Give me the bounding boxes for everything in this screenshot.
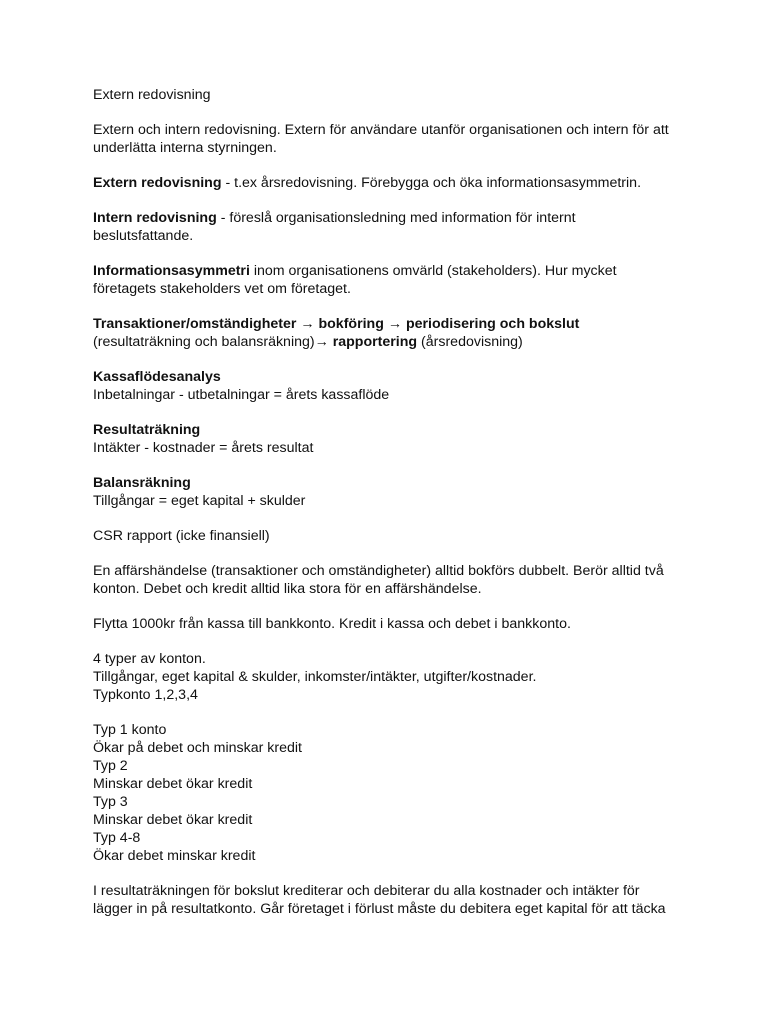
info-text: inom organisationens omvärld (stakeholders). Hur mycket (249, 263, 617, 279)
info-paragraph (93, 262, 693, 298)
flow-bold-2: rapportering (332, 334, 418, 350)
flow-bold-1: Transaktioner/omständigheter → bokföring → periodisering och bokslut (93, 316, 580, 332)
flytta-paragraph (93, 615, 693, 633)
intern-text: - föreslå organisationsledning med information för internt (216, 210, 576, 226)
typ-paragraph (93, 721, 693, 865)
typer-paragraph (93, 650, 693, 704)
typ-line: Typ 1 konto (93, 722, 167, 738)
bokslut-line-1: I resultaträkningen för bokslut krediterar och debiterar du alla kostnader och intäkter för (93, 883, 640, 899)
title-text: Extern redovisning (93, 87, 211, 103)
typ-line: Ökar på debet och minskar kredit (93, 740, 302, 756)
typ-line: Typ 2 (93, 758, 128, 774)
affar-paragraph (93, 562, 693, 598)
extern-paragraph (93, 174, 693, 192)
intro-line-2: underlätta interna styrningen. (93, 140, 277, 156)
bokslut-paragraph (93, 882, 693, 918)
csr-paragraph (93, 527, 693, 545)
resultat-heading-text: Resultaträkning (93, 422, 201, 438)
resultat-formula: Intäkter - kostnader = årets resultat (93, 440, 314, 456)
info-term: Informationsasymmetri (93, 263, 250, 279)
intern-term: Intern redovisning (93, 210, 217, 226)
typ-line: Typ 4-8 (93, 830, 141, 846)
document-page (93, 86, 693, 935)
info-line-1 (93, 262, 693, 280)
balans-paragraph (93, 474, 693, 510)
kassa-paragraph (93, 368, 693, 404)
document-title (93, 86, 693, 104)
extern-text: - t.ex årsredovisning. Förebygga och öka informationsasymmetrin. (221, 175, 642, 191)
extern-term: Extern redovisning (93, 175, 222, 191)
kassa-heading-text: Kassaflödesanalys (93, 369, 221, 385)
intern-paragraph (93, 209, 693, 245)
typer-line-3: Typkonto 1,2,3,4 (93, 687, 198, 703)
affar-line-1: En affärshändelse (transaktioner och omständigheter) alltid bokförs dubbelt. Berör alltid två (93, 563, 664, 579)
typer-line-1: 4 typer av konton. (93, 651, 206, 667)
flow-text-3: (årsredovisning) (417, 334, 523, 350)
kassa-formula: Inbetalningar - utbetalningar = årets kassaflöde (93, 387, 390, 403)
flow-paragraph (93, 315, 693, 351)
typ-line: Minskar debet ökar kredit (93, 812, 253, 828)
balans-formula: Tillgångar = eget kapital + skulder (93, 493, 306, 509)
intern-line-1 (93, 209, 693, 227)
flytta-text: Flytta 1000kr från kassa till bankkonto. Kredit i kassa och debet i bankkonto. (93, 616, 571, 632)
csr-text: CSR rapport (icke finansiell) (93, 528, 270, 544)
extern-line (93, 174, 693, 192)
resultat-heading (93, 421, 693, 439)
typ-line: Ökar debet minskar kredit (93, 848, 256, 864)
intern-line-2: beslutsfattande. (93, 228, 194, 244)
balans-heading (93, 474, 693, 492)
balans-heading-text: Balansräkning (93, 475, 191, 491)
flow-line-1 (93, 315, 693, 333)
typer-line-2: Tillgångar, eget kapital & skulder, inkomster/intäkter, utgifter/kostnader. (93, 669, 537, 685)
kassa-heading (93, 368, 693, 386)
intro-paragraph (93, 121, 693, 157)
typ-line: Minskar debet ökar kredit (93, 776, 253, 792)
typ-line: Typ 3 (93, 794, 128, 810)
flow-line-2 (93, 333, 693, 351)
affar-line-2: konton. Debet och kredit alltid lika stora för en affärshändelse. (93, 581, 482, 597)
bokslut-line-2: lägger in på resultatkonto. Går företaget i förlust måste du debitera eget kapital för att täcka (93, 901, 666, 917)
flow-text-2: (resultaträkning och balansräkning)→ (93, 334, 333, 350)
info-line-2: företagets stakeholders vet om företaget. (93, 281, 351, 297)
intro-line-1: Extern och intern redovisning. Extern för användare utanför organisationen och intern för att (93, 122, 669, 138)
resultat-paragraph (93, 421, 693, 457)
